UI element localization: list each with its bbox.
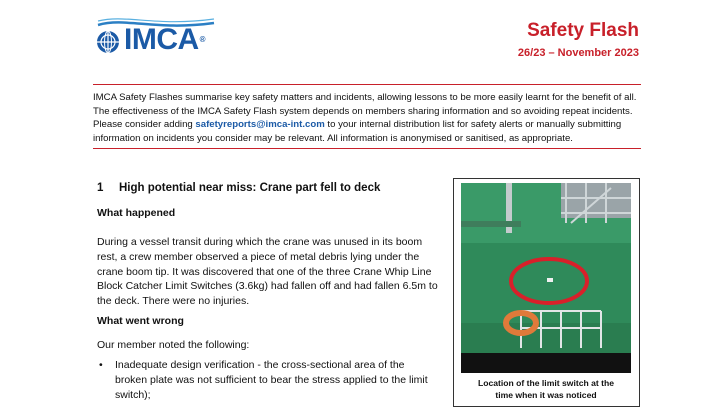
logo-wordmark: IMCA® — [124, 23, 206, 56]
bullet-line: broken plate was not sufficient to bear the stress applied to the limit — [115, 373, 428, 386]
member-noted-text: Our member noted the following: — [97, 339, 250, 351]
intro-line: IMCA Safety Flashes summarise key safety matters and incidents, allowing lessons to be more easily learnt for the benefit of all. — [93, 92, 637, 103]
safety-reports-email-link[interactable]: safetyreports@imca-int.com — [195, 119, 325, 131]
intro-line: information on incidents you consider may be relevant. All information is anonymised or sanitised, as appropriate. — [93, 132, 573, 144]
bullet-line: Inadequate design verification - the cross-sectional area of the — [115, 359, 405, 371]
what-went-wrong-heading: What went wrong — [97, 315, 184, 327]
header-divider — [93, 84, 641, 85]
what-happened-heading: What happened — [97, 207, 176, 219]
bullet-point: • — [99, 359, 103, 371]
section-title: 1 High potential near miss: Crane part fell to deck — [97, 182, 381, 194]
section-number: 1 — [97, 182, 104, 194]
intro-line: Please consider adding safetyreports@imca-int.com to your internal distribution list for safety alerts or manually submitting — [93, 119, 622, 131]
deck-photo — [461, 183, 631, 373]
figure-caption: Location of the limit switch at the time when it was noticed — [477, 378, 615, 400]
intro-divider — [93, 148, 641, 149]
intro-line: The effectiveness of the IMCA Safety Flash system depends on members sharing information and so avoiding repeat incidents. — [93, 105, 633, 117]
bullet-line: switch); — [115, 388, 151, 401]
paragraph-line: During a vessel transit during which the crane was unused in its boom — [97, 236, 423, 248]
intro-paragraph — [93, 91, 643, 145]
paragraph-line: Block Catcher Limit Switches (3.6kg) had fallen off and had fallen 6.5m to — [97, 280, 438, 293]
what-happened-paragraph — [97, 235, 441, 309]
paragraph-line: crane boom tip. It was discovered that one of the three Crane Whip Line — [97, 265, 432, 278]
safety-flash-number-date: 26/23 – November 2023 — [517, 47, 639, 59]
paragraph-line: rest, a crew member observed a piece of metal debris lying under the — [97, 250, 420, 263]
safety-flash-title: Safety Flash — [527, 20, 639, 41]
paragraph-line: the deck. There were no injuries. — [97, 295, 250, 308]
limit-switch-debris — [547, 278, 553, 282]
